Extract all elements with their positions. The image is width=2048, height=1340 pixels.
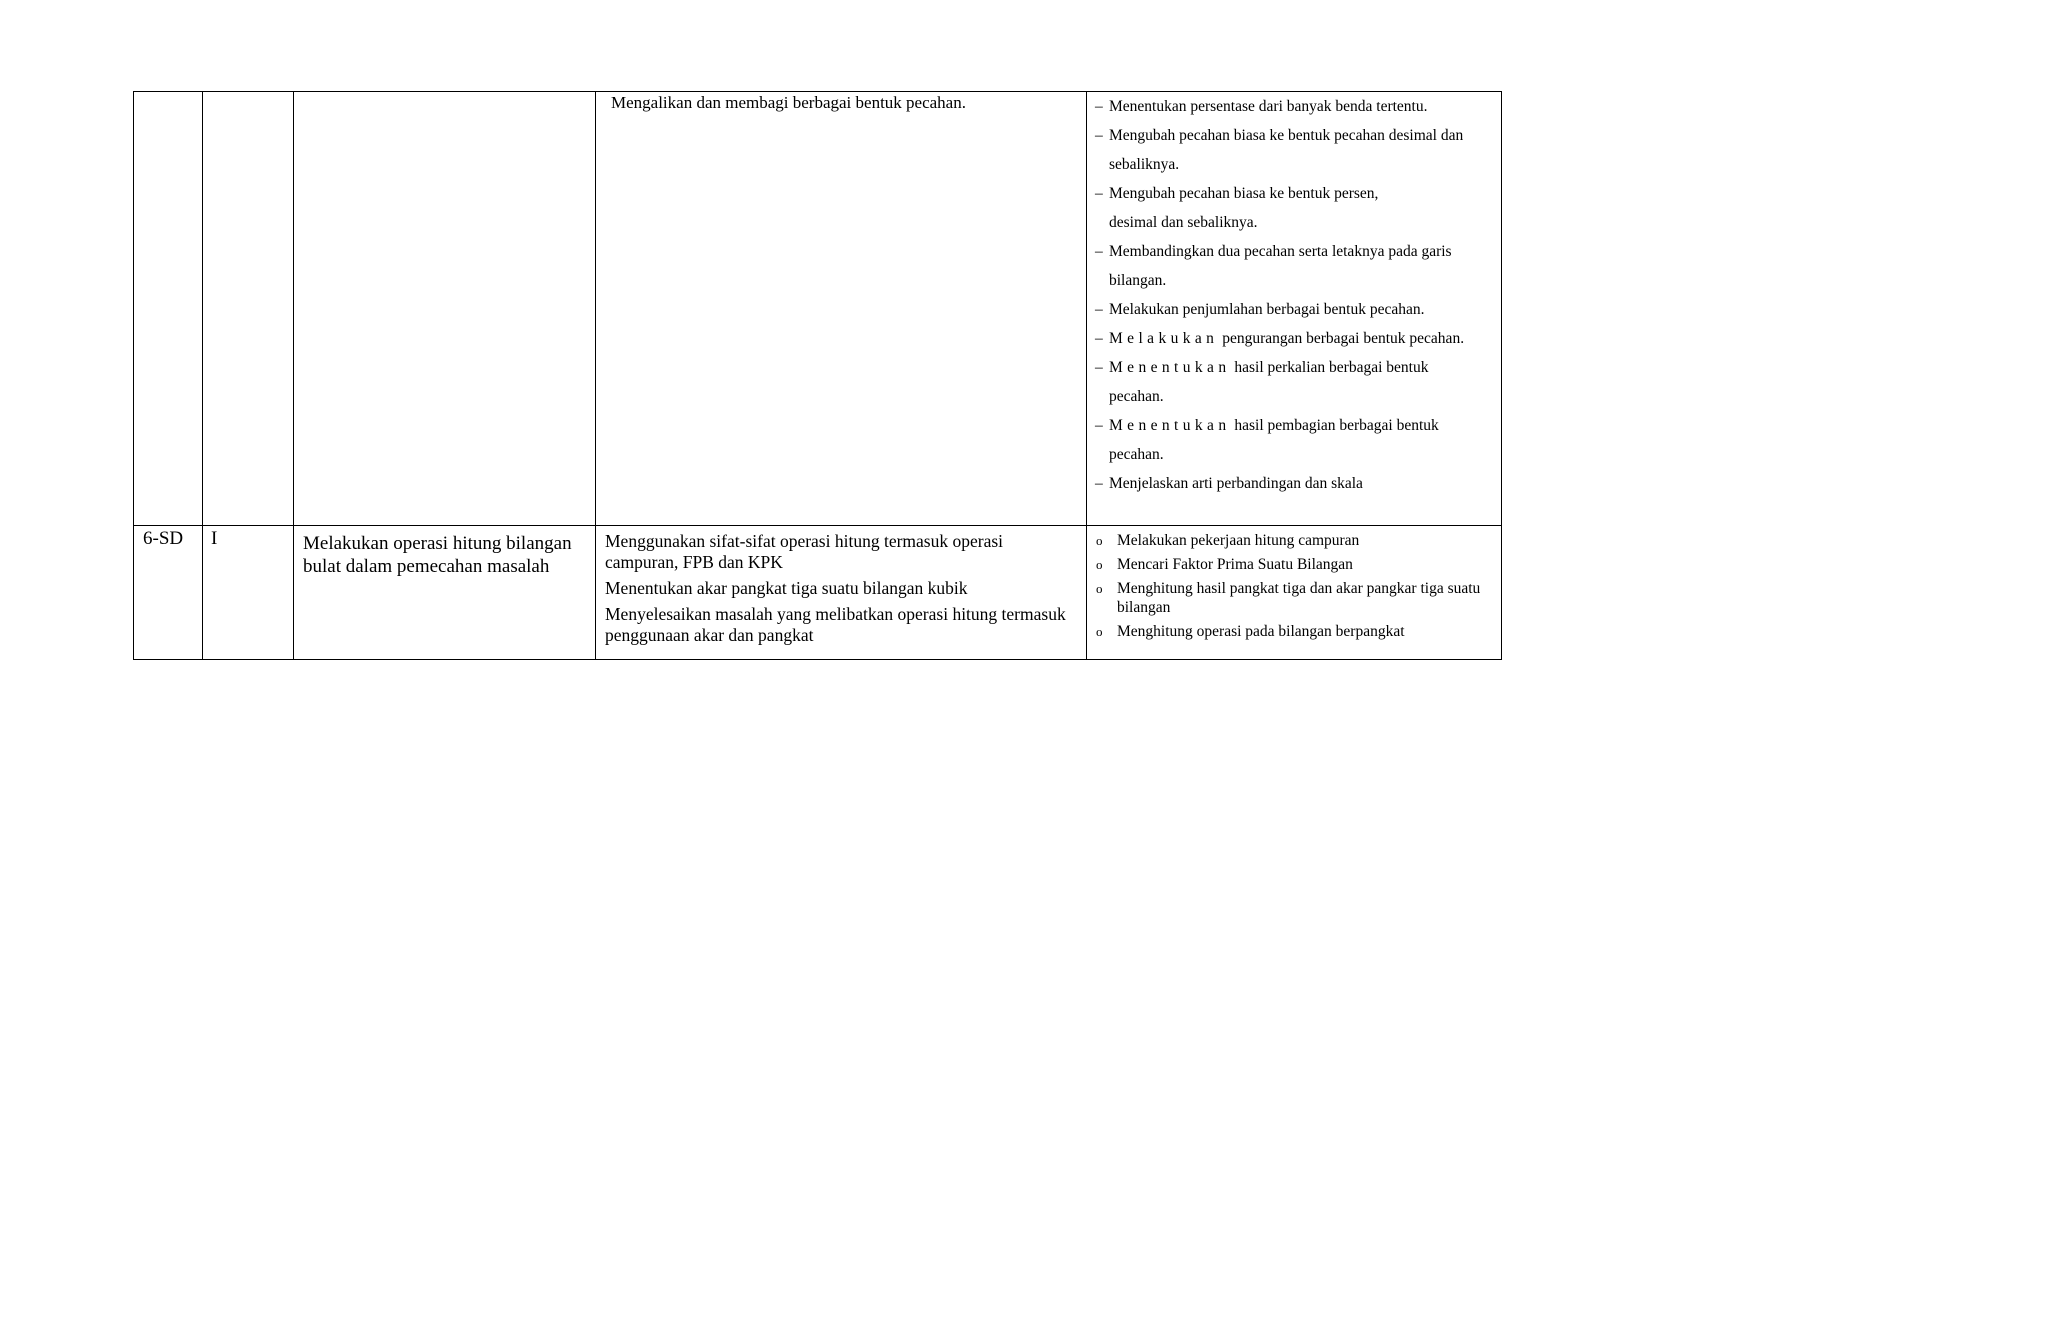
competency-cell <box>596 526 1087 660</box>
list-item <box>1095 353 1501 411</box>
indicator-verb: Melakukan <box>1109 330 1219 347</box>
circle-bullet-icon: o <box>1096 624 1103 639</box>
circle-bullet-icon: o <box>1096 533 1103 548</box>
list-item <box>1096 579 1493 617</box>
dash-marker: – <box>1095 98 1103 115</box>
grade-cell <box>134 92 203 526</box>
standard-cell <box>294 526 596 660</box>
indicator-continuation: pecahan. <box>1109 446 1164 463</box>
indicator-list <box>1087 92 1501 498</box>
list-item <box>1095 295 1501 324</box>
indicator-continuation: desimal dan sebaliknya. <box>1109 214 1258 231</box>
competency-text: Menyelesaikan masalah yang melibatkan operasi hitung termasuk penggunaan akar dan pangkat <box>605 604 1066 645</box>
dash-marker: – <box>1095 243 1103 260</box>
indicator-text: Membandingkan dua pecahan serta letaknya pada garis <box>1109 243 1452 260</box>
semester-cell <box>203 526 294 660</box>
indicator-continuation: bilangan. <box>1109 272 1167 289</box>
competency-cell <box>596 92 1087 526</box>
indicator-cell <box>1087 92 1502 526</box>
list-item <box>1096 531 1493 550</box>
curriculum-table <box>133 91 1502 660</box>
indicator-verb: Menentukan <box>1109 417 1231 434</box>
indicator-text: hasil perkalian berbagai bentuk <box>1230 359 1429 376</box>
standard-cell <box>294 92 596 526</box>
indicator-text: Melakukan pekerjaan hitung campuran <box>1117 532 1360 549</box>
indicator-verb: Menentukan <box>1109 359 1231 376</box>
competency-text: Menentukan akar pangkat tiga suatu bilangan kubik <box>605 578 968 598</box>
indicator-list <box>1096 531 1493 641</box>
list-item <box>1095 237 1501 295</box>
list-item <box>1095 469 1501 498</box>
table-row <box>134 92 1502 526</box>
circle-bullet-icon: o <box>1096 581 1103 596</box>
indicator-continuation: sebaliknya. <box>1109 156 1180 173</box>
competency-text: Mengalikan dan membagi berbagai bentuk pecahan. <box>611 93 966 112</box>
semester-cell <box>203 92 294 526</box>
list-item <box>1096 555 1493 574</box>
semester-text: I <box>211 528 218 549</box>
list-item <box>1095 179 1501 237</box>
indicator-text: Mengubah pecahan biasa ke bentuk persen, <box>1109 185 1379 202</box>
grade-text: 6-SD <box>143 528 184 549</box>
list-item <box>1095 121 1501 179</box>
dash-marker: – <box>1095 330 1103 347</box>
table-row <box>134 526 1502 660</box>
indicator-text: Mengubah pecahan biasa ke bentuk pecahan desimal dan <box>1109 127 1464 144</box>
list-item <box>1096 622 1493 641</box>
indicator-text: hasil pembagian berbagai bentuk <box>1230 417 1439 434</box>
standard-text: Melakukan operasi hitung bilangan bulat dalam pemecahan masalah <box>303 533 572 577</box>
indicator-text: pengurangan berbagai bentuk pecahan. <box>1218 330 1465 347</box>
list-item <box>1095 411 1501 469</box>
indicator-text: Menentukan persentase dari banyak benda tertentu. <box>1109 98 1428 115</box>
dash-marker: – <box>1095 127 1103 144</box>
grade-cell <box>134 526 203 660</box>
list-item <box>1095 92 1501 121</box>
circle-bullet-icon: o <box>1096 557 1103 572</box>
list-item <box>1095 324 1501 353</box>
indicator-continuation: pecahan. <box>1109 388 1164 405</box>
competency-text: Menggunakan sifat-sifat operasi hitung termasuk operasi campuran, FPB dan KPK <box>605 531 1004 572</box>
dash-marker: – <box>1095 417 1103 434</box>
dash-marker: – <box>1095 301 1103 318</box>
indicator-text: Menjelaskan arti perbandingan dan skala <box>1109 475 1363 492</box>
dash-marker: – <box>1095 185 1103 202</box>
indicator-text: Mencari Faktor Prima Suatu Bilangan <box>1117 556 1353 573</box>
indicator-text: Menghitung hasil pangkat tiga dan akar pangkar tiga suatu bilangan <box>1117 580 1481 616</box>
dash-marker: – <box>1095 359 1103 376</box>
indicator-text: Melakukan penjumlahan berbagai bentuk pecahan. <box>1109 301 1425 318</box>
indicator-cell <box>1087 526 1502 660</box>
dash-marker: – <box>1095 475 1103 492</box>
indicator-text: Menghitung operasi pada bilangan berpangkat <box>1117 623 1405 640</box>
